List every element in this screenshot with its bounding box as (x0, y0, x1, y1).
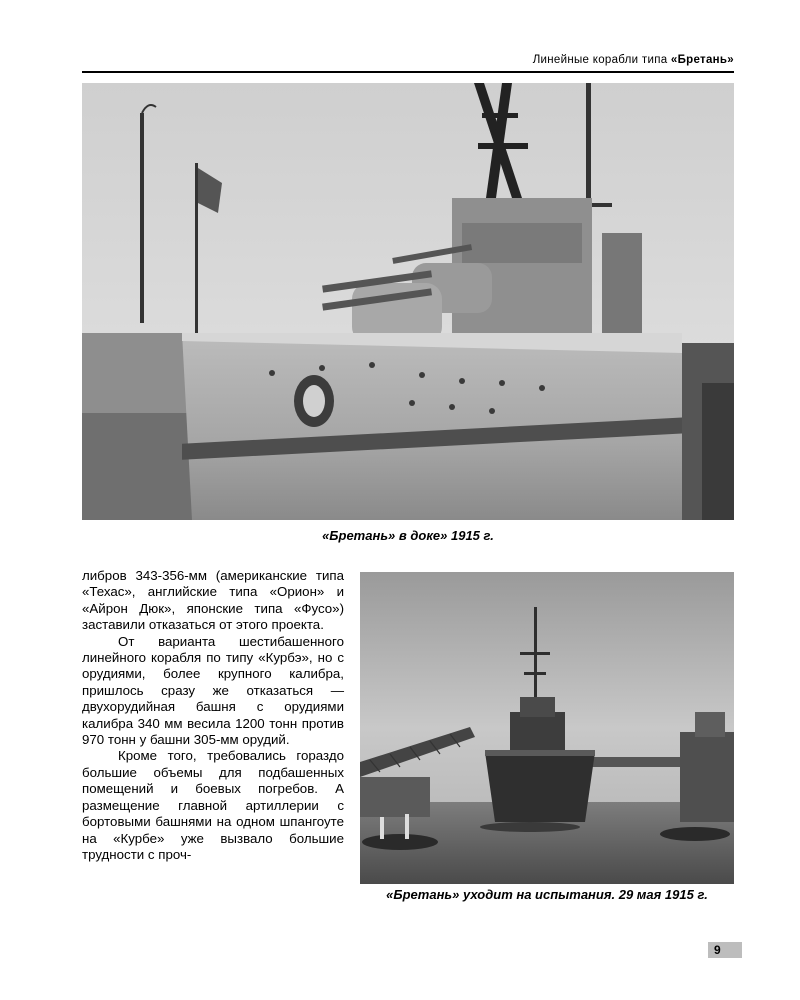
running-header-prefix: Линейные корабли типа (532, 54, 671, 66)
page-number: 9 (708, 942, 742, 958)
running-header (82, 54, 734, 70)
paragraph-3: Кроме того, требовались гораздо большие объемы для подбашенных помещений и боевых погребов. А размещение главной артиллерии с бортовыми башнями на одном шпангоуте на «Курбе» уже вызвало большие трудности с проч- (82, 748, 344, 862)
photo-battleship-in-dock (82, 83, 734, 520)
caption-photo-dock: «Бретань» в доке» 1915 г. (322, 528, 494, 543)
caption-photo-trials: «Бретань» уходит на испытания. 29 мая 1915 г. (386, 887, 708, 902)
article-body (82, 568, 344, 863)
paragraph-1: либров 343-356-мм (американские типа «Техас», английские типа «Орион» и «Айрон Дюк», японские типа «Фусо») заставили отказаться от этого проекта. (82, 568, 344, 633)
running-header-ship-name: «Бретань» (670, 54, 734, 66)
paragraph-2: От варианта шестибашенного линейного корабля по типу «Курбэ», но с орудиями, более крупного калибра, пришлось сразу же отказаться — двухорудийная башня с орудиями калибра 340 мм весила 1200 тонн против 970 тонн у башни 305-мм орудий. (82, 633, 344, 748)
header-rule (82, 71, 734, 73)
photo-ship-leaving-for-trials (360, 572, 734, 884)
